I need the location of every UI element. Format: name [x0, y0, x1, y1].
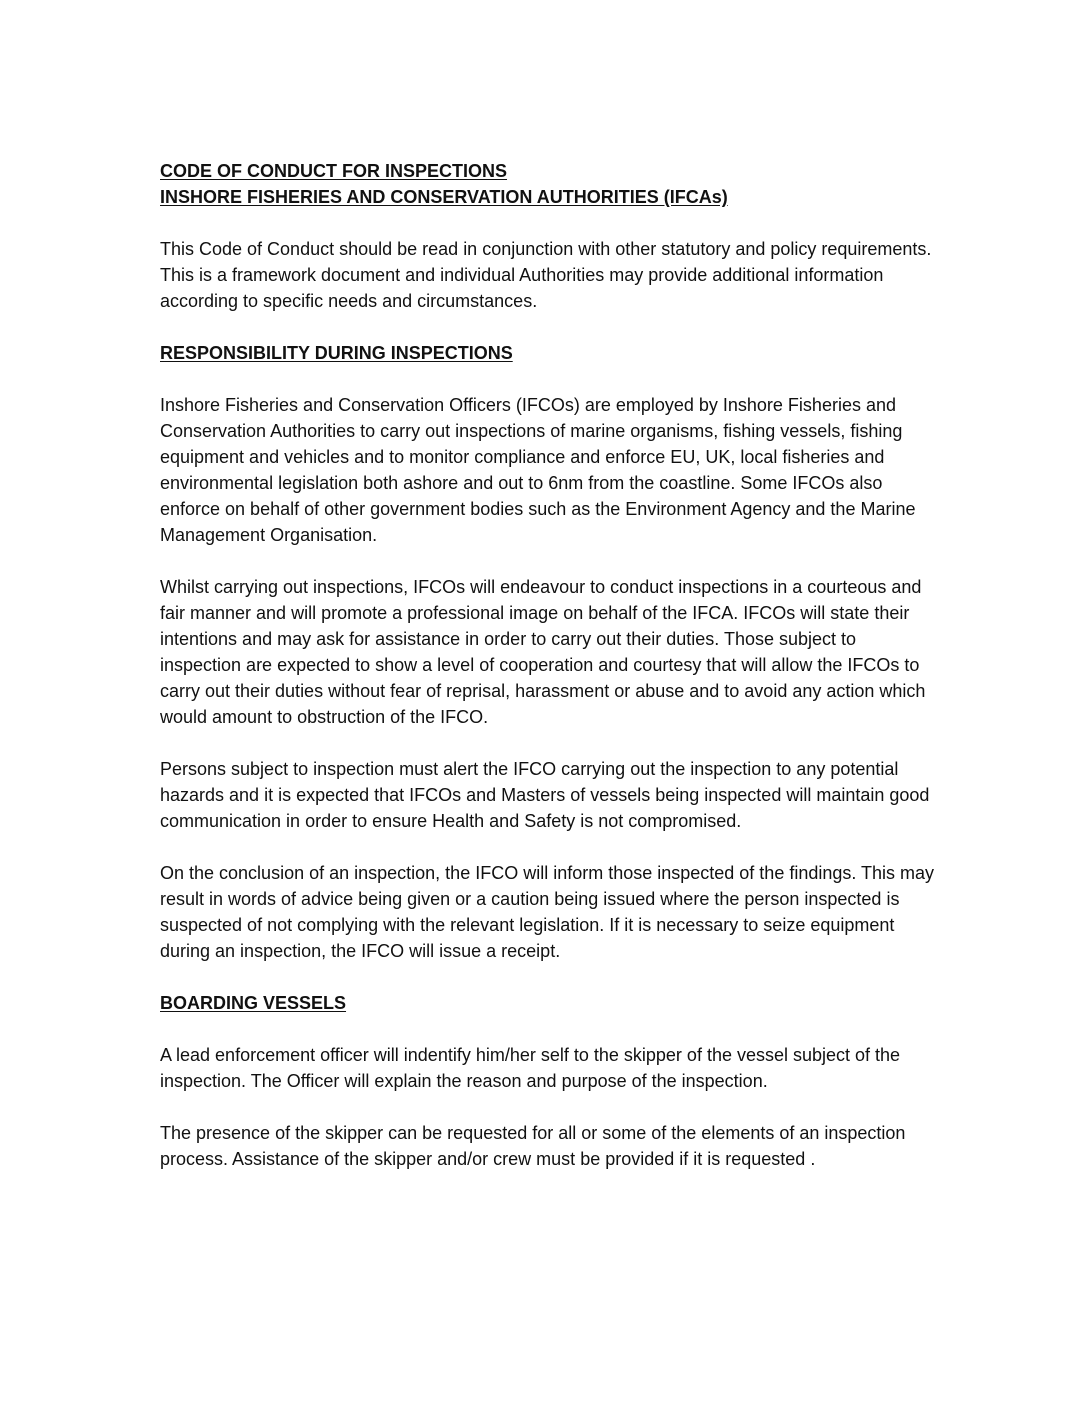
- paragraph: Inshore Fisheries and Conservation Officers (IFCOs) are employed by Inshore Fisheries and Conservation Authorities to carry out inspections of marine organisms, fishing vessels, fishing equipment and vehicles and to monitor compliance and enforce EU, UK, local fisheries and environmental legislation both ashore and out to 6nm from the coastline. Some IFCOs also enforce on behalf of other government bodies such as the Environment Agency and the Marine Management Organisation.: [160, 395, 916, 545]
- section-heading-responsibility: RESPONSIBILITY DURING INSPECTIONS: [160, 343, 513, 363]
- paragraph: Whilst carrying out inspections, IFCOs will endeavour to conduct inspections in a courteous and fair manner and will promote a professional image on behalf of the IFCA. IFCOs will state their intentions and may ask for assistance in order to carry out their duties. Those subject to inspection are expected to show a level of cooperation and courtesy that will allow the IFCOs to carry out their duties without fear of reprisal, harassment or abuse and to avoid any action which would amount to obstruction of the IFCO.: [160, 577, 926, 727]
- paragraph: Persons subject to inspection must alert the IFCO carrying out the inspection to any potential hazards and it is expected that IFCOs and Masters of vessels being inspected will maintain good communication in order to ensure Health and Safety is not compromised.: [160, 759, 930, 831]
- document-title: CODE OF CONDUCT FOR INSPECTIONS: [160, 161, 508, 181]
- paragraph: The presence of the skipper can be requested for all or some of the elements of an inspection process. Assistance of the skipper and/or crew must be provided if it is requested .: [160, 1123, 906, 1169]
- paragraph: On the conclusion of an inspection, the IFCO will inform those inspected of the findings. This may result in words of advice being given or a caution being issued where the person inspected is suspected of not complying with the relevant legislation. If it is necessary to seize equipment during an inspection, the IFCO will issue a receipt.: [160, 863, 935, 961]
- title-block: [160, 158, 940, 210]
- document-subtitle: INSHORE FISHERIES AND CONSERVATION AUTHORITIES (IFCAs): [160, 187, 728, 207]
- intro-paragraph: This Code of Conduct should be read in conjunction with other statutory and policy requirements. This is a framework document and individual Authorities may provide additional information according to specific needs and circumstances.: [160, 239, 932, 311]
- paragraph: A lead enforcement officer will indentify him/her self to the skipper of the vessel subject of the inspection. The Officer will explain the reason and purpose of the inspection.: [160, 1045, 901, 1091]
- document-page: [160, 158, 940, 1198]
- section-heading-boarding: BOARDING VESSELS: [160, 993, 347, 1013]
